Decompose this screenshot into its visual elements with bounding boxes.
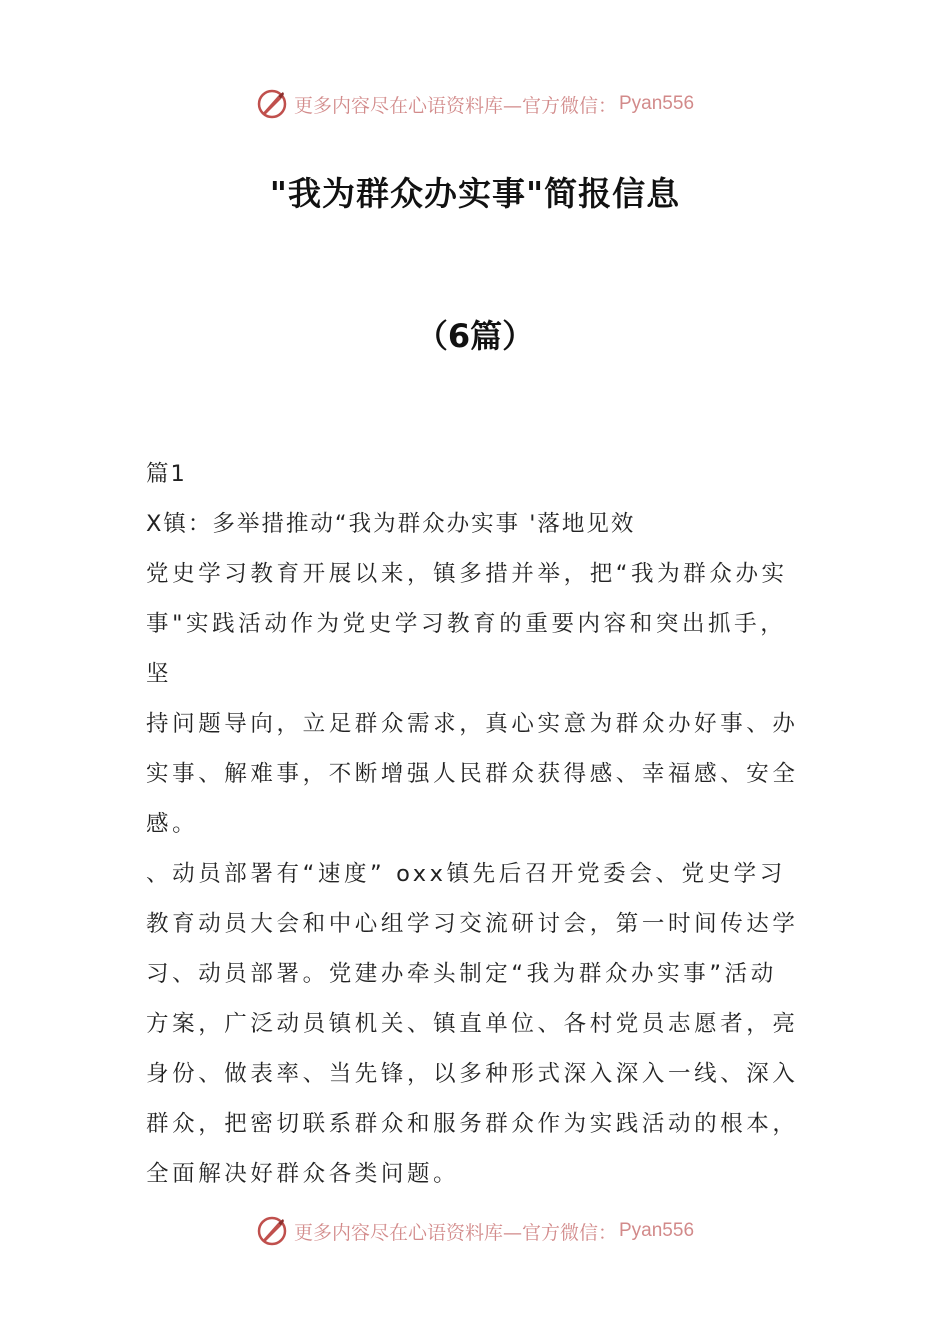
watermark-wechat-id: Pyan556: [619, 1220, 695, 1241]
watermark-header: [0, 84, 950, 124]
quill-logo-icon: [256, 1215, 288, 1247]
paragraph-2: [146, 849, 808, 1199]
paragraph-line: 身份、做表率、当先锋，以多种形式深入深入一线、深入: [146, 1061, 799, 1087]
paragraph-1: [146, 549, 808, 849]
paragraph-line: 全面解决好群众各类问题。: [146, 1161, 460, 1187]
section-headline: X镇：多举措推动“我为群众办实事 '落地见效: [146, 511, 636, 537]
paragraph-line: 实事、解难事，不断增强人民群众获得感、幸福感、安全: [146, 761, 799, 787]
watermark-text: 更多内容尽在心语资料库—官方微信：: [293, 1221, 617, 1244]
paragraph-line: 事"实践活动作为党史学习教育的重要内容和突出抓手，坚: [146, 611, 787, 687]
watermark-wechat-id: Pyan556: [619, 93, 695, 114]
section-label: 篇1: [146, 461, 187, 487]
watermark-text: 更多内容尽在心语资料库—官方微信：: [293, 94, 617, 117]
paragraph-line: 、动员部署有“速度” oxx镇先后召开党委会、党史学习: [146, 861, 786, 887]
paragraph-line: 持问题导向，立足群众需求，真心实意为群众办好事、办: [146, 711, 799, 737]
document-title: "我为群众办实事"简报信息: [269, 174, 681, 213]
paragraph-line: 群众，把密切联系群众和服务群众作为实践活动的根本，: [146, 1111, 799, 1137]
paragraph-line: 方案，广泛动员镇机关、镇直单位、各村党员志愿者，亮: [146, 1011, 799, 1037]
document-body: [146, 449, 808, 1199]
quill-logo-icon: [256, 88, 288, 120]
paragraph-line: 党史学习教育开展以来，镇多措并举，把“我为群众办实: [146, 561, 788, 587]
paragraph-line: 教育动员大会和中心组学习交流研讨会，第一时间传达学: [146, 911, 799, 937]
watermark-footer: [0, 1211, 950, 1251]
paragraph-line: 感。: [146, 811, 199, 837]
document-subtitle: （6篇）: [415, 317, 535, 355]
paragraph-line: 习、动员部署。党建办牵头制定“我为群众办实事”活动: [146, 961, 777, 987]
